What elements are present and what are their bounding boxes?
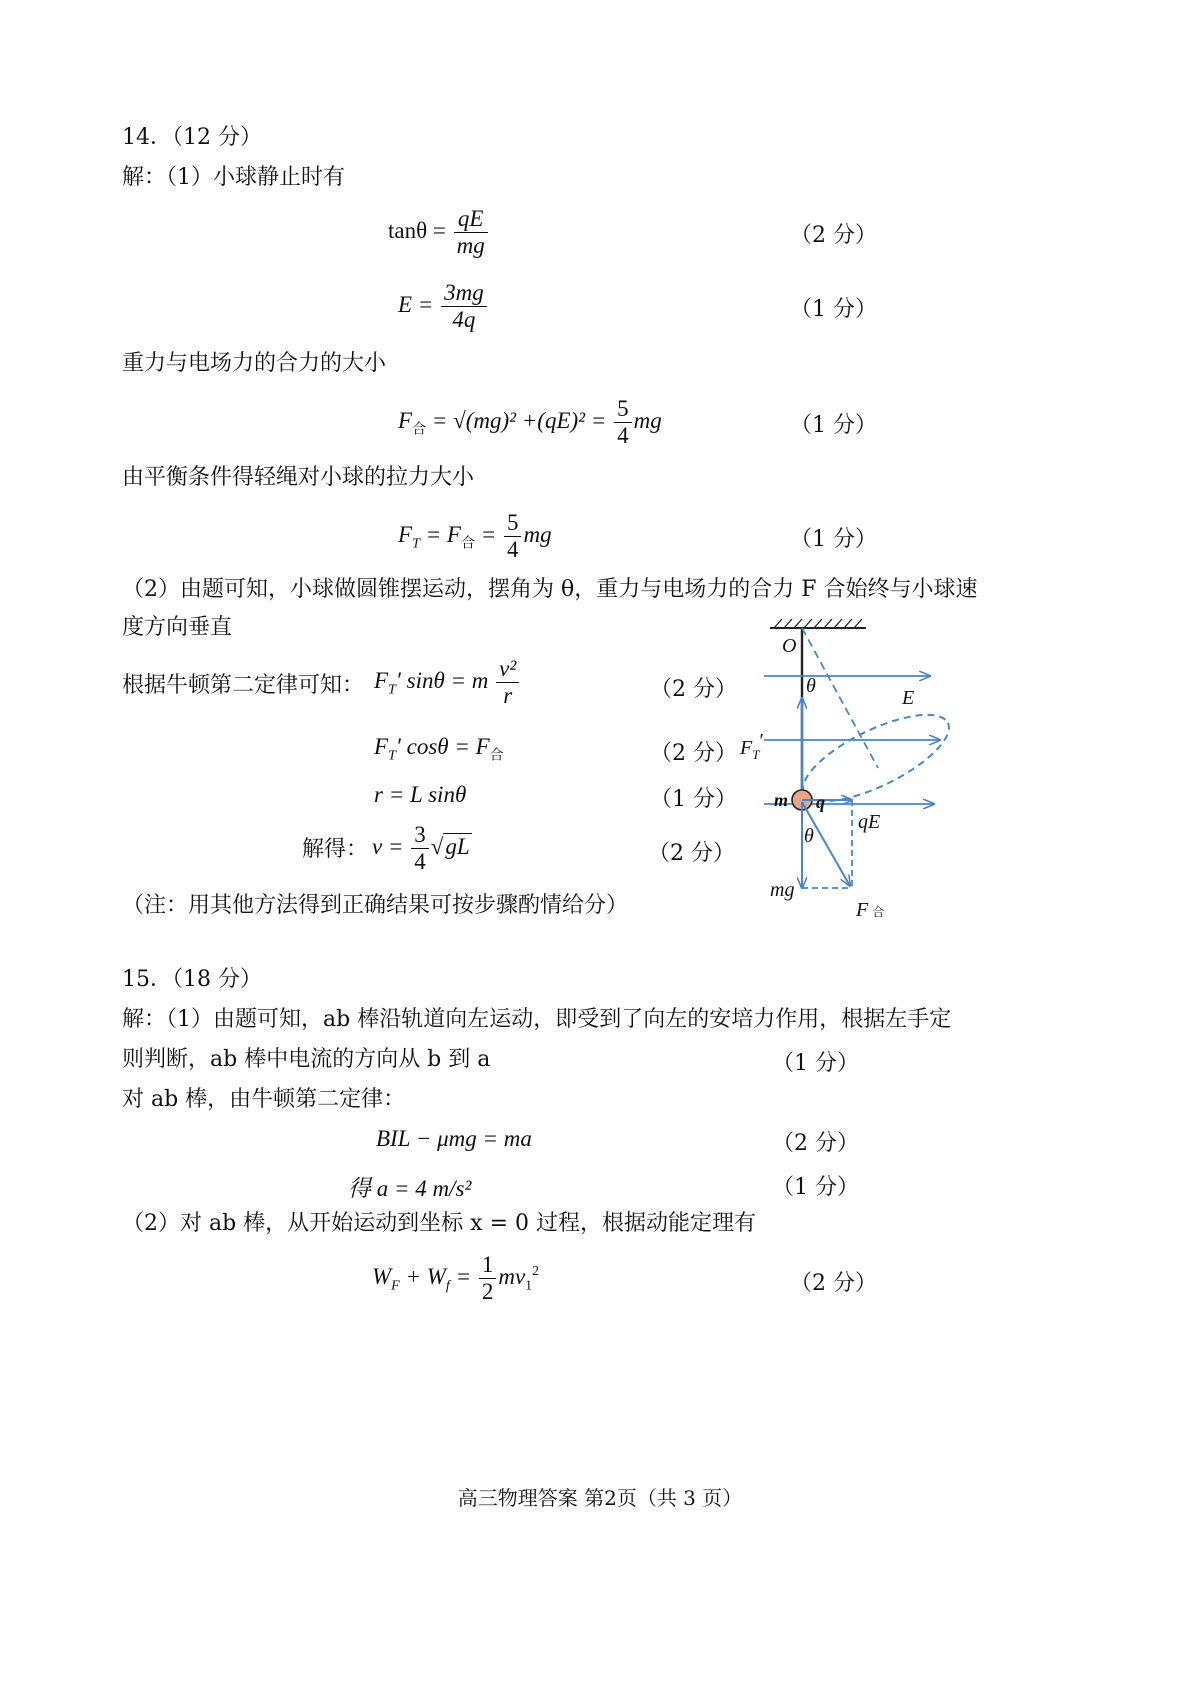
q15-line4: （2）对 ab 棒，从开始运动到坐标 x = 0 过程，根据动能定理有 [122, 1211, 756, 1236]
q15-line3: 对 ab 棒，由牛顿第二定律： [122, 1087, 406, 1112]
score-FT: （1 分） [790, 527, 877, 552]
q15-line1: 解：（1）由题可知，ab 棒沿轨道向左运动，即受到了向左的安培力作用，根据左手定 [122, 1007, 952, 1032]
part2-line1: （2）由题可知，小球做圆锥摆运动，摆角为 θ，重力与电场力的合力 F 合始终与小球速 [122, 577, 978, 602]
q15-score-2: （2 分） [772, 1131, 859, 1156]
q15-header: 15．（18 分） [122, 967, 262, 992]
q15-eq1: BIL − μmg = ma [376, 1126, 532, 1151]
label-E: E [902, 687, 915, 709]
solve-label: 解得： [302, 837, 369, 862]
conical-pendulum-figure [740, 612, 988, 922]
label-theta-top: θ [806, 675, 816, 697]
score-n3: （1 分） [650, 787, 737, 812]
label-O: O [782, 635, 797, 657]
label-theta-bot: θ [804, 825, 814, 847]
eq-newton-2: $F_T'$ $\cos\theta = F_合$ [374, 734, 504, 764]
q15-score-3: （1 分） [772, 1175, 859, 1200]
label-q: q [816, 792, 825, 812]
note: （注：用其他方法得到正确结果可按步骤酌情给分） [122, 893, 629, 918]
q15-line2: 则判断，ab 棒中电流的方向从 b 到 a [122, 1047, 491, 1072]
eq-newton-1: $F_T'$ sinθ = m $\frac{\text{v²}}{r}$ [374, 656, 521, 709]
score-v: （2 分） [648, 841, 735, 866]
q14-intro: 解：（1）小球静止时有 [122, 165, 345, 190]
newton-label: 根据牛顿第二定律可知： [122, 673, 365, 698]
label-FT: $F_T'$ [740, 730, 764, 762]
part2-line2: 度方向垂直 [122, 615, 233, 640]
score-F: （1 分） [790, 413, 877, 438]
score-n1: （2 分） [650, 677, 737, 702]
label-qE: qE [858, 811, 881, 833]
text-tension: 由平衡条件得轻绳对小球的拉力大小 [122, 465, 475, 490]
q15-score-4: （2 分） [790, 1271, 877, 1296]
label-F: F合 [856, 899, 885, 921]
q15-eq3: $W_F + W_f$ = $\frac{1}{2}$ $mv_1^2$ [372, 1252, 540, 1304]
q15-score-1: （1 分） [772, 1051, 859, 1076]
label-m: m [774, 790, 789, 810]
ceiling-hatch [770, 619, 866, 628]
page-footer: 高三物理答案 第2页（共 3 页） [457, 1486, 743, 1510]
eq-FT: $F_T = F_合$ = $\frac{5}{4}$ mg [398, 510, 552, 562]
score-tan: （2 分） [790, 223, 877, 248]
q15-eq2: 得 a = 4 m/s² [348, 1176, 472, 1201]
label-mg: mg [770, 879, 795, 901]
eq-v: v = $\frac{3}{4}$ √gL [372, 822, 470, 874]
eq-tan-theta: tanθ = $\frac{qE}{mg}$ [388, 206, 490, 259]
eq-E: E = $\frac{3mg}{4q}$ [398, 280, 489, 333]
score-E: （1 分） [790, 297, 877, 322]
score-n2: （2 分） [650, 741, 737, 766]
text-resultant: 重力与电场力的合力的大小 [122, 351, 387, 376]
eq-F-resultant: $F_合 = √(mg)^2 +(qE)^2$ = $\frac{5}{4}$ mg [398, 396, 662, 448]
eq-newton-3: r = L sinθ [374, 782, 467, 807]
q14-header: 14．（12 分） [122, 125, 262, 150]
